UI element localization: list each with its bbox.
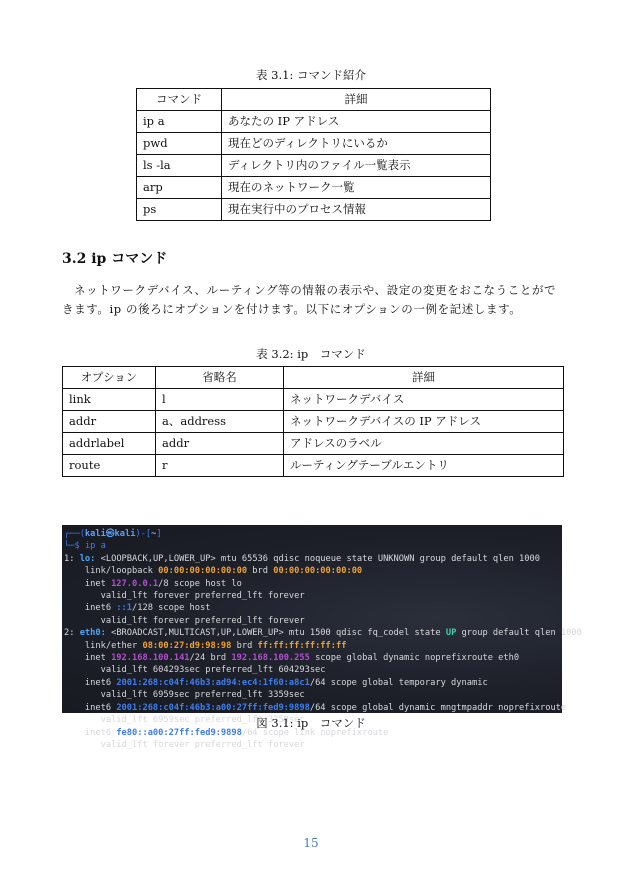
table-cell: 現在のネットワーク一覧 [222,177,491,199]
terminal-text: ┌──( [64,529,85,539]
table-row [137,111,491,133]
header-cell: コマンド [137,89,222,111]
terminal-text: ::1 [116,603,133,614]
terminal-text: /8 scope host lo [158,578,242,589]
terminal-line [62,702,567,714]
table-cell: a、address [156,411,284,433]
table-cell: pwd [137,133,222,155]
terminal-text: ip a [84,541,106,552]
terminal-text: /128 scope host [132,603,211,614]
terminal-text: └─ [64,541,75,552]
terminal-text: eth0: [79,628,106,639]
terminal-text: scope global dynamic noprefixroute eth0 [309,653,520,664]
table-cell: ネットワークデバイスの IP アドレス [284,411,564,433]
terminal-line [62,578,562,590]
terminal-text: valid_lft forever preferred_lft forever [64,739,305,750]
terminal-text: valid_lft 6959sec preferred_lft 3359sec [64,690,305,701]
header-cell: 詳細 [284,367,564,389]
terminal-line [62,739,562,751]
terminal-text: inet6 [64,702,117,713]
table-cell: addrlabel [63,433,156,455]
terminal-text: 1: [64,553,80,564]
table-cell: ルーティングテーブルエントリ [284,455,564,477]
header-cell: 省略名 [156,367,284,389]
terminal-line [62,615,562,627]
terminal-text: 127.0.0.1 [111,578,159,589]
table-header-row [137,89,491,111]
table-cell: ネットワークデバイス [284,389,564,411]
table-row [63,433,564,455]
terminal-text: <LOOPBACK,UP,LOWER_UP> mtu 65536 qdisc noqueue state UNKNOWN group default qlen 1000 [95,553,540,564]
terminal-text: $ [74,541,85,552]
terminal-line [62,689,562,701]
table-cell: 現在どのディレクトリにいるか [222,133,491,155]
page-number: 15 [303,836,319,850]
terminal-text: lo: [79,553,96,564]
terminal-line [62,652,562,664]
terminal-line [62,590,562,602]
table-cell: ディレクトリ内のファイル一覧表示 [222,155,491,177]
figure-caption: 図 3.1: ip コマンド [256,716,366,730]
terminal-text: 08:00:27:d9:98:98 [142,640,232,651]
section-paragraph: ネットワークデバイス、ルーティング等の情報の表示や、設定の変更をおこなうことができます。ip の後ろにオプションを付けます。以下にオプションの一例を記述します。 [62,283,557,316]
table-row [137,133,491,155]
ip-options-table [62,366,564,477]
section-heading: 3.2 ip コマンド [62,251,168,267]
table-cell: ps [137,199,222,221]
terminal-line [62,677,562,689]
table-row [137,177,491,199]
table-cell: アドレスのラベル [284,433,564,455]
terminal-text: link/loopback [64,566,159,577]
terminal-text: <BROADCAST,MULTICAST,UP,LOWER_UP> mtu 1500 qdisc fq_codel state [105,628,446,639]
terminal-text: ] [156,529,162,539]
terminal-text: /24 brd [189,653,232,664]
terminal-text: link/ether [64,640,143,651]
terminal-text: fe80::a00:27ff:fed9:9898 [116,727,242,738]
terminal-text: 00:00:00:00:00:00 [273,566,363,577]
terminal-text: /64 scope link noprefixroute [241,727,389,738]
table-cell: addr [63,411,156,433]
terminal-line [62,528,562,540]
terminal-text: ~ [151,529,157,539]
table-row [63,389,564,411]
table-cell: link [63,389,156,411]
terminal-line [62,627,582,639]
header-cell: オプション [63,367,156,389]
table1-caption: 表 3.1: コマンド紹介 [256,68,366,82]
terminal-text: 192.168.100.141 [111,653,190,664]
table-row [63,455,564,477]
terminal-line [62,540,562,552]
table-cell: addr [156,433,284,455]
terminal-line [62,640,562,652]
terminal-text: )-[ [135,529,152,539]
terminal-text: /64 scope global temporary dynamic [309,677,488,688]
terminal-text: inet6 [64,677,117,688]
terminal-line [62,602,562,614]
terminal-text: ff:ff:ff:ff:ff:ff [257,640,347,651]
terminal-text: inet [64,578,112,589]
header-cell: 詳細 [222,89,491,111]
terminal-text: 2001:268:c04f:46b3:a00:27ff:fed9:9898 [116,702,310,713]
terminal-text: inet6 [64,603,117,614]
table2-caption: 表 3.2: ip コマンド [256,347,366,361]
terminal-text: valid_lft 604293sec preferred_lft 604293sec [64,665,326,676]
table-cell: ip a [137,111,222,133]
terminal-text: 2: [64,628,80,639]
terminal-text: 00:00:00:00:00:00 [158,566,248,577]
table-cell: 現在実行中のプロセス情報 [222,199,491,221]
terminal-text: kali㉿kali [84,529,136,539]
terminal-text: inet6 [64,727,117,738]
terminal-text: 192.168.100.255 [231,653,310,664]
terminal-text: inet [64,653,112,664]
terminal-text: valid_lft forever preferred_lft forever [64,591,305,602]
command-table [136,88,491,221]
table-cell: l [156,389,284,411]
terminal-line [62,565,562,577]
table-cell: ls -la [137,155,222,177]
terminal-text: valid_lft forever preferred_lft forever [64,615,305,626]
terminal-line [62,664,562,676]
table-cell: arp [137,177,222,199]
table-row [63,411,564,433]
terminal-text: valid_lft 6959sec preferred_lft 3359sec [64,715,305,726]
terminal-text: brd [247,566,274,577]
terminal-text: brd [231,640,258,651]
table-cell: あなたの IP アドレス [222,111,491,133]
terminal-text: UP [445,628,457,639]
table-header-row [63,367,564,389]
table-cell: r [156,455,284,477]
table-row [137,199,491,221]
table-cell: route [63,455,156,477]
terminal-text: group default qlen 1000 [456,628,582,639]
terminal-text: /64 scope global dynamic mngtmpaddr noprefixroute [309,702,567,713]
table-row [137,155,491,177]
terminal-line [62,553,562,565]
terminal-text: 2001:268:c04f:46b3:ad94:ec4:1f60:a8c1 [116,677,310,688]
